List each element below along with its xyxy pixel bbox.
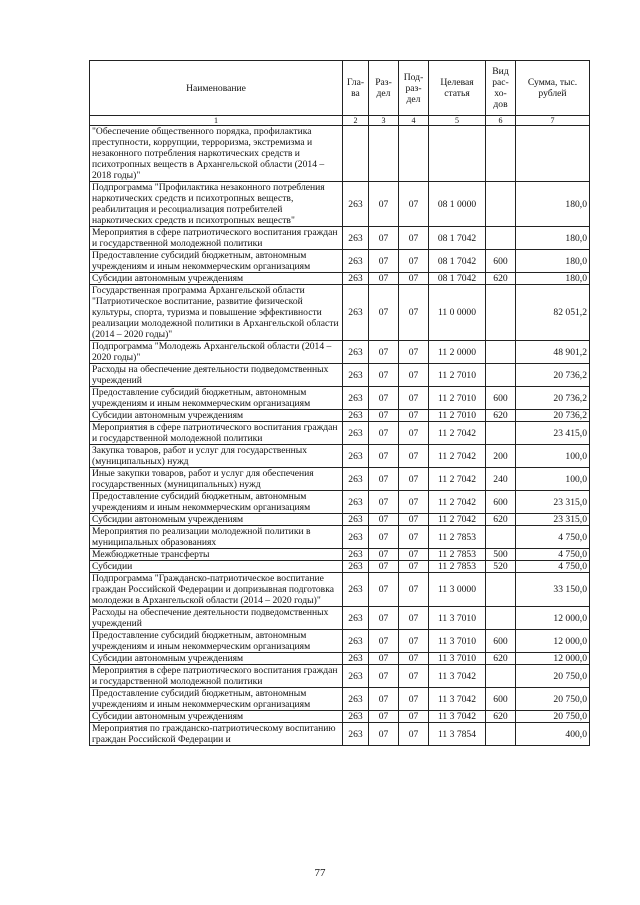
row-stat: 11 3 7010 <box>429 607 486 630</box>
row-glava: 263 <box>343 364 369 387</box>
row-glava: 263 <box>343 285 369 341</box>
table-row <box>90 711 590 723</box>
row-sum: 180,0 <box>516 227 590 250</box>
row-name: Предоставление субсидий бюджетным, автономным учреждениям и иным некоммерческим организациям <box>90 387 343 410</box>
row-stat: 11 2 7042 <box>429 422 486 445</box>
row-vid: 600 <box>486 688 516 711</box>
row-razdel: 07 <box>369 573 399 607</box>
row-vid <box>486 364 516 387</box>
row-glava: 263 <box>343 410 369 422</box>
row-sum: 180,0 <box>516 273 590 285</box>
table-row <box>90 573 590 607</box>
row-glava: 263 <box>343 561 369 573</box>
row-name: Мероприятия по гражданско-патриотическому воспитанию граждан Российской Федерации и <box>90 723 343 746</box>
header-name: Наименование <box>90 61 343 116</box>
row-razdel <box>369 126 399 182</box>
row-razdel: 07 <box>369 445 399 468</box>
table-row <box>90 182 590 227</box>
row-podrazdel: 07 <box>399 526 429 549</box>
page-number: 77 <box>314 867 326 879</box>
table-row <box>90 422 590 445</box>
row-podrazdel: 07 <box>399 285 429 341</box>
row-podrazdel: 07 <box>399 445 429 468</box>
row-sum: 100,0 <box>516 468 590 491</box>
row-razdel: 07 <box>369 549 399 561</box>
row-vid: 620 <box>486 514 516 526</box>
row-podrazdel: 07 <box>399 491 429 514</box>
table-row <box>90 445 590 468</box>
row-stat: 11 3 7042 <box>429 665 486 688</box>
row-glava: 263 <box>343 341 369 364</box>
row-stat: 11 3 7010 <box>429 630 486 653</box>
row-podrazdel: 07 <box>399 561 429 573</box>
row-podrazdel: 07 <box>399 410 429 422</box>
row-sum: 23 415,0 <box>516 422 590 445</box>
row-stat: 11 2 7042 <box>429 491 486 514</box>
row-razdel: 07 <box>369 653 399 665</box>
row-glava: 263 <box>343 491 369 514</box>
row-glava: 263 <box>343 526 369 549</box>
table-row <box>90 491 590 514</box>
row-vid: 600 <box>486 250 516 273</box>
row-sum: 20 736,2 <box>516 387 590 410</box>
row-razdel: 07 <box>369 422 399 445</box>
row-podrazdel: 07 <box>399 468 429 491</box>
row-glava: 263 <box>343 665 369 688</box>
row-vid <box>486 227 516 250</box>
row-vid: 620 <box>486 711 516 723</box>
row-name: Мероприятия в сфере патриотического воспитания граждан и государственной молодежной политики <box>90 227 343 250</box>
row-stat: 11 3 7010 <box>429 653 486 665</box>
row-sum: 180,0 <box>516 182 590 227</box>
table-row <box>90 468 590 491</box>
row-name: Расходы на обеспечение деятельности подведомственных учреждений <box>90 364 343 387</box>
row-vid: 200 <box>486 445 516 468</box>
row-podrazdel <box>399 126 429 182</box>
row-sum: 180,0 <box>516 250 590 273</box>
row-glava: 263 <box>343 549 369 561</box>
row-vid <box>486 526 516 549</box>
col-number: 7 <box>516 116 590 126</box>
row-name: Субсидии автономным учреждениям <box>90 711 343 723</box>
row-vid: 620 <box>486 273 516 285</box>
row-razdel: 07 <box>369 364 399 387</box>
row-vid: 500 <box>486 549 516 561</box>
table-row <box>90 387 590 410</box>
row-podrazdel: 07 <box>399 387 429 410</box>
table-row <box>90 341 590 364</box>
row-name: Расходы на обеспечение деятельности подведомственных учреждений <box>90 607 343 630</box>
row-sum: 20 750,0 <box>516 688 590 711</box>
row-stat: 08 1 7042 <box>429 227 486 250</box>
row-stat: 11 0 0000 <box>429 285 486 341</box>
row-name: Субсидии автономным учреждениям <box>90 410 343 422</box>
row-sum <box>516 126 590 182</box>
table-row <box>90 250 590 273</box>
row-glava: 263 <box>343 630 369 653</box>
row-name: Государственная программа Архангельской области "Патриотическое воспитание, развитие физической культуры, спорта, туризма и повышение эффективности реализации молодежной политики в Архангельской области (2014 – 2020 годы)" <box>90 285 343 341</box>
table-row <box>90 665 590 688</box>
row-stat: 08 1 7042 <box>429 273 486 285</box>
row-name: Предоставление субсидий бюджетным, автономным учреждениям и иным некоммерческим организациям <box>90 250 343 273</box>
row-name: Подпрограмма "Профилактика незаконного потребления наркотических средств и психотропных веществ, реабилитация и ресоциализация потребителей наркотических средств и психотропных веществ" <box>90 182 343 227</box>
row-podrazdel: 07 <box>399 514 429 526</box>
row-name: Межбюджетные трансферты <box>90 549 343 561</box>
row-vid <box>486 285 516 341</box>
row-vid: 520 <box>486 561 516 573</box>
header-vid: Вид рас-хо-дов <box>486 61 516 116</box>
row-vid <box>486 665 516 688</box>
row-razdel: 07 <box>369 285 399 341</box>
row-podrazdel: 07 <box>399 364 429 387</box>
row-sum: 4 750,0 <box>516 526 590 549</box>
row-vid: 600 <box>486 630 516 653</box>
row-name: Субсидии <box>90 561 343 573</box>
table-row <box>90 630 590 653</box>
row-sum: 12 000,0 <box>516 607 590 630</box>
row-vid <box>486 573 516 607</box>
row-podrazdel: 07 <box>399 573 429 607</box>
row-podrazdel: 07 <box>399 723 429 746</box>
row-stat: 11 2 7042 <box>429 445 486 468</box>
row-sum: 400,0 <box>516 723 590 746</box>
header-stat: Целевая статья <box>429 61 486 116</box>
row-podrazdel: 07 <box>399 341 429 364</box>
header-summa: Сумма, тыс. рублей <box>516 61 590 116</box>
row-vid <box>486 422 516 445</box>
row-name: Субсидии автономным учреждениям <box>90 653 343 665</box>
col-number: 4 <box>399 116 429 126</box>
row-razdel: 07 <box>369 410 399 422</box>
row-razdel: 07 <box>369 387 399 410</box>
row-razdel: 07 <box>369 607 399 630</box>
row-glava: 263 <box>343 422 369 445</box>
row-stat: 11 2 7853 <box>429 561 486 573</box>
row-name: Подпрограмма "Гражданско-патриотическое воспитание граждан Российской Федерации и допризывная подготовка молодежи в Архангельской области (2014 – 2020 годы)" <box>90 573 343 607</box>
row-glava: 263 <box>343 182 369 227</box>
col-number: 5 <box>429 116 486 126</box>
row-podrazdel: 07 <box>399 549 429 561</box>
table-row <box>90 526 590 549</box>
row-stat: 11 2 7853 <box>429 526 486 549</box>
row-razdel: 07 <box>369 227 399 250</box>
row-sum: 33 150,0 <box>516 573 590 607</box>
row-stat: 11 2 0000 <box>429 341 486 364</box>
row-stat: 11 3 7042 <box>429 711 486 723</box>
table-body <box>90 126 590 746</box>
row-glava: 263 <box>343 387 369 410</box>
row-vid <box>486 723 516 746</box>
row-razdel: 07 <box>369 273 399 285</box>
row-podrazdel: 07 <box>399 607 429 630</box>
row-name: Закупка товаров, работ и услуг для государственных (муниципальных) нужд <box>90 445 343 468</box>
row-razdel: 07 <box>369 514 399 526</box>
row-sum: 4 750,0 <box>516 561 590 573</box>
row-name: Предоставление субсидий бюджетным, автономным учреждениям и иным некоммерческим организациям <box>90 491 343 514</box>
row-stat: 11 3 7854 <box>429 723 486 746</box>
row-podrazdel: 07 <box>399 227 429 250</box>
row-razdel: 07 <box>369 491 399 514</box>
column-number-row <box>90 116 590 126</box>
header-glava: Гла-ва <box>343 61 369 116</box>
row-glava: 263 <box>343 514 369 526</box>
row-podrazdel: 07 <box>399 665 429 688</box>
row-glava: 263 <box>343 227 369 250</box>
row-name: Субсидии автономным учреждениям <box>90 514 343 526</box>
row-sum: 20 736,2 <box>516 410 590 422</box>
row-name: Предоставление субсидий бюджетным, автономным учреждениям и иным некоммерческим организациям <box>90 688 343 711</box>
row-name: Подпрограмма "Молодежь Архангельской области (2014 – 2020 годы)" <box>90 341 343 364</box>
row-razdel: 07 <box>369 723 399 746</box>
document-page <box>89 60 589 746</box>
row-podrazdel: 07 <box>399 711 429 723</box>
row-vid <box>486 182 516 227</box>
row-razdel: 07 <box>369 468 399 491</box>
row-sum: 12 000,0 <box>516 630 590 653</box>
row-razdel: 07 <box>369 182 399 227</box>
row-stat: 11 2 7042 <box>429 468 486 491</box>
table-row <box>90 549 590 561</box>
table-header-row <box>90 61 590 116</box>
row-razdel: 07 <box>369 561 399 573</box>
row-glava: 263 <box>343 445 369 468</box>
row-sum: 100,0 <box>516 445 590 468</box>
row-glava: 263 <box>343 607 369 630</box>
row-podrazdel: 07 <box>399 182 429 227</box>
row-stat: 11 2 7010 <box>429 364 486 387</box>
row-glava: 263 <box>343 723 369 746</box>
table-row <box>90 285 590 341</box>
row-sum: 23 315,0 <box>516 514 590 526</box>
table-row <box>90 514 590 526</box>
row-stat: 11 2 7853 <box>429 549 486 561</box>
row-podrazdel: 07 <box>399 422 429 445</box>
row-podrazdel: 07 <box>399 653 429 665</box>
col-number: 2 <box>343 116 369 126</box>
table-row <box>90 561 590 573</box>
header-podrazdel: Под-раз-дел <box>399 61 429 116</box>
row-glava: 263 <box>343 711 369 723</box>
table-row <box>90 723 590 746</box>
row-vid <box>486 341 516 364</box>
table-row <box>90 653 590 665</box>
row-glava <box>343 126 369 182</box>
row-razdel: 07 <box>369 665 399 688</box>
row-podrazdel: 07 <box>399 688 429 711</box>
row-podrazdel: 07 <box>399 250 429 273</box>
row-name: Иные закупки товаров, работ и услуг для обеспечения государственных (муниципальных) нужд <box>90 468 343 491</box>
table-row <box>90 227 590 250</box>
row-sum: 82 051,2 <box>516 285 590 341</box>
row-vid: 600 <box>486 387 516 410</box>
row-name: Мероприятия в сфере патриотического воспитания граждан и государственной молодежной политики <box>90 665 343 688</box>
row-name: Мероприятия в сфере патриотического воспитания граждан и государственной молодежной политики <box>90 422 343 445</box>
table-row <box>90 364 590 387</box>
row-glava: 263 <box>343 468 369 491</box>
row-name: Субсидии автономным учреждениям <box>90 273 343 285</box>
row-glava: 263 <box>343 573 369 607</box>
row-vid <box>486 126 516 182</box>
row-sum: 12 000,0 <box>516 653 590 665</box>
table-row <box>90 607 590 630</box>
row-stat <box>429 126 486 182</box>
table-row <box>90 688 590 711</box>
row-glava: 263 <box>343 273 369 285</box>
row-vid: 620 <box>486 410 516 422</box>
row-stat: 08 1 0000 <box>429 182 486 227</box>
row-podrazdel: 07 <box>399 273 429 285</box>
row-glava: 263 <box>343 653 369 665</box>
row-sum: 20 750,0 <box>516 711 590 723</box>
row-stat: 11 2 7042 <box>429 514 486 526</box>
row-name: "Обеспечение общественного порядка, профилактика преступности, коррупции, терроризма, экстремизма и незаконного потребления наркотических средств и психотропных веществ в Архангельской области (2014 – 2018 годы)" <box>90 126 343 182</box>
row-glava: 263 <box>343 250 369 273</box>
row-stat: 08 1 7042 <box>429 250 486 273</box>
row-sum: 20 736,2 <box>516 364 590 387</box>
row-razdel: 07 <box>369 688 399 711</box>
header-razdel: Раз-дел <box>369 61 399 116</box>
row-stat: 11 2 7010 <box>429 410 486 422</box>
row-razdel: 07 <box>369 250 399 273</box>
row-vid: 620 <box>486 653 516 665</box>
table-row <box>90 126 590 182</box>
row-razdel: 07 <box>369 630 399 653</box>
row-vid <box>486 607 516 630</box>
budget-table <box>89 60 590 746</box>
row-sum: 48 901,2 <box>516 341 590 364</box>
row-stat: 11 3 7042 <box>429 688 486 711</box>
row-podrazdel: 07 <box>399 630 429 653</box>
row-razdel: 07 <box>369 341 399 364</box>
row-name: Предоставление субсидий бюджетным, автономным учреждениям и иным некоммерческим организациям <box>90 630 343 653</box>
col-number: 1 <box>90 116 343 126</box>
row-sum: 23 315,0 <box>516 491 590 514</box>
table-row <box>90 273 590 285</box>
row-glava: 263 <box>343 688 369 711</box>
col-number: 6 <box>486 116 516 126</box>
row-vid: 240 <box>486 468 516 491</box>
row-vid: 600 <box>486 491 516 514</box>
table-row <box>90 410 590 422</box>
row-stat: 11 2 7010 <box>429 387 486 410</box>
row-name: Мероприятия по реализации молодежной политики в муниципальных образованиях <box>90 526 343 549</box>
row-razdel: 07 <box>369 711 399 723</box>
col-number: 3 <box>369 116 399 126</box>
row-sum: 20 750,0 <box>516 665 590 688</box>
row-stat: 11 3 0000 <box>429 573 486 607</box>
row-sum: 4 750,0 <box>516 549 590 561</box>
row-razdel: 07 <box>369 526 399 549</box>
